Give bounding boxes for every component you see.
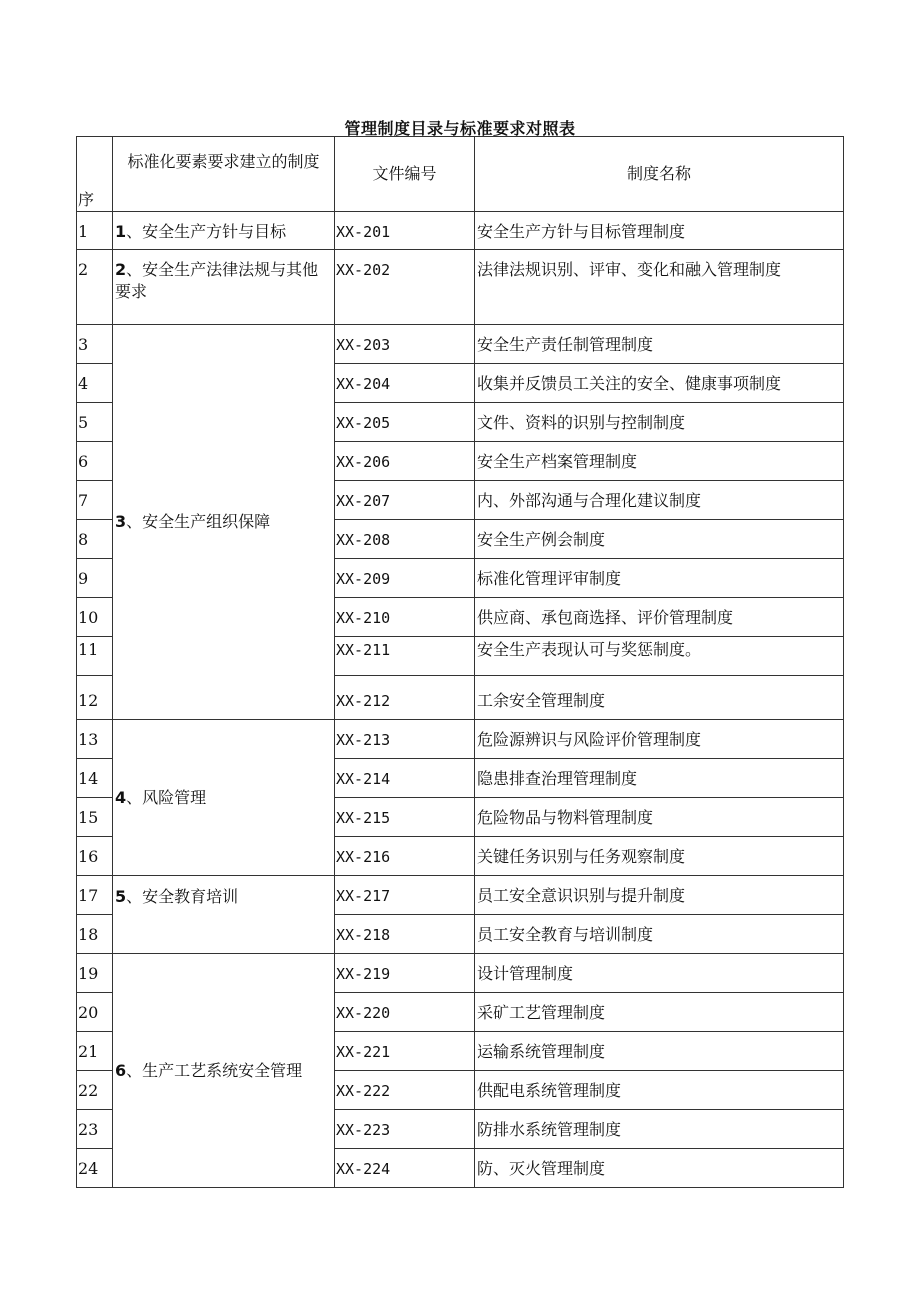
- regulation-name: 设计管理制度: [475, 954, 844, 993]
- file-code: XX-223: [335, 1110, 475, 1149]
- regulation-name: 防、灭火管理制度: [475, 1149, 844, 1188]
- table-row: [77, 250, 844, 325]
- regulation-name: 员工安全意识识别与提升制度: [475, 876, 844, 915]
- regulation-name: 采矿工艺管理制度: [475, 993, 844, 1032]
- regulation-name: 安全生产表现认可与奖惩制度。: [475, 637, 844, 676]
- element-cell: 3、安全生产组织保障: [113, 325, 335, 720]
- row-number: 6: [77, 442, 113, 481]
- row-number: 1: [77, 212, 113, 250]
- file-code: XX-201: [335, 212, 475, 250]
- row-number: 2: [77, 250, 113, 325]
- file-code: XX-222: [335, 1071, 475, 1110]
- regulation-name: 内、外部沟通与合理化建议制度: [475, 481, 844, 520]
- table-header-row: [77, 137, 844, 212]
- element-cell: 2、安全生产法律法规与其他要求: [113, 250, 335, 325]
- row-number: 21: [77, 1032, 113, 1071]
- file-code: XX-211: [335, 637, 475, 676]
- element-cell: 6、生产工艺系统安全管理: [113, 954, 335, 1188]
- row-number: 18: [77, 915, 113, 954]
- regulation-name: 防排水系统管理制度: [475, 1110, 844, 1149]
- element-cell: 1、安全生产方针与目标: [113, 212, 335, 250]
- row-number: 11: [77, 637, 113, 676]
- row-number: 10: [77, 598, 113, 637]
- file-code: XX-202: [335, 250, 475, 325]
- row-number: 23: [77, 1110, 113, 1149]
- regulation-name: 文件、资料的识别与控制制度: [475, 403, 844, 442]
- row-number: 8: [77, 520, 113, 559]
- row-number: 3: [77, 325, 113, 364]
- row-number: 5: [77, 403, 113, 442]
- regulation-name: 员工安全教育与培训制度: [475, 915, 844, 954]
- file-code: XX-213: [335, 720, 475, 759]
- regulation-name: 安全生产例会制度: [475, 520, 844, 559]
- file-code: XX-203: [335, 325, 475, 364]
- file-code: XX-221: [335, 1032, 475, 1071]
- file-code: XX-207: [335, 481, 475, 520]
- file-code: XX-215: [335, 798, 475, 837]
- header-element: 标准化要素要求建立的制度: [113, 137, 335, 212]
- regulation-name: 安全生产方针与目标管理制度: [475, 212, 844, 250]
- row-number: 7: [77, 481, 113, 520]
- regulation-name: 关键任务识别与任务观察制度: [475, 837, 844, 876]
- file-code: XX-210: [335, 598, 475, 637]
- row-number: 9: [77, 559, 113, 598]
- file-code: XX-205: [335, 403, 475, 442]
- row-number: 13: [77, 720, 113, 759]
- row-number: 14: [77, 759, 113, 798]
- file-code: XX-204: [335, 364, 475, 403]
- element-cell: 4、风险管理: [113, 720, 335, 876]
- regulation-name: 危险物品与物料管理制度: [475, 798, 844, 837]
- document-title: 管理制度目录与标准要求对照表: [344, 119, 576, 138]
- regulation-name: 收集并反馈员工关注的安全、健康事项制度: [475, 364, 844, 403]
- file-code: XX-224: [335, 1149, 475, 1188]
- table-row: [77, 954, 844, 993]
- file-code: XX-217: [335, 876, 475, 915]
- file-code: XX-208: [335, 520, 475, 559]
- file-code: XX-214: [335, 759, 475, 798]
- file-code: XX-220: [335, 993, 475, 1032]
- table-row: [77, 876, 844, 915]
- table-row: [77, 325, 844, 364]
- file-code: XX-212: [335, 676, 475, 720]
- regulation-table: [76, 136, 844, 1188]
- row-number: 19: [77, 954, 113, 993]
- regulation-name: 标准化管理评审制度: [475, 559, 844, 598]
- row-number: 15: [77, 798, 113, 837]
- table-row: [77, 720, 844, 759]
- header-code: 文件编号: [335, 137, 475, 212]
- row-number: 22: [77, 1071, 113, 1110]
- regulation-name: 隐患排查治理管理制度: [475, 759, 844, 798]
- row-number: 12: [77, 676, 113, 720]
- regulation-name: 运输系统管理制度: [475, 1032, 844, 1071]
- regulation-name: 供配电系统管理制度: [475, 1071, 844, 1110]
- regulation-name: 供应商、承包商选择、评价管理制度: [475, 598, 844, 637]
- file-code: XX-216: [335, 837, 475, 876]
- regulation-name: 安全生产档案管理制度: [475, 442, 844, 481]
- regulation-name: 法律法规识别、评审、变化和融入管理制度: [475, 250, 844, 325]
- regulation-name: 安全生产责任制管理制度: [475, 325, 844, 364]
- file-code: XX-206: [335, 442, 475, 481]
- row-number: 4: [77, 364, 113, 403]
- file-code: XX-218: [335, 915, 475, 954]
- regulation-name: 危险源辨识与风险评价管理制度: [475, 720, 844, 759]
- file-code: XX-219: [335, 954, 475, 993]
- row-number: 20: [77, 993, 113, 1032]
- row-number: 17: [77, 876, 113, 915]
- header-name: 制度名称: [475, 137, 844, 212]
- header-no: 序: [77, 137, 113, 212]
- element-cell: 5、安全教育培训: [113, 876, 335, 954]
- table-row: [77, 212, 844, 250]
- file-code: XX-209: [335, 559, 475, 598]
- regulation-name: 工余安全管理制度: [475, 676, 844, 720]
- row-number: 16: [77, 837, 113, 876]
- row-number: 24: [77, 1149, 113, 1188]
